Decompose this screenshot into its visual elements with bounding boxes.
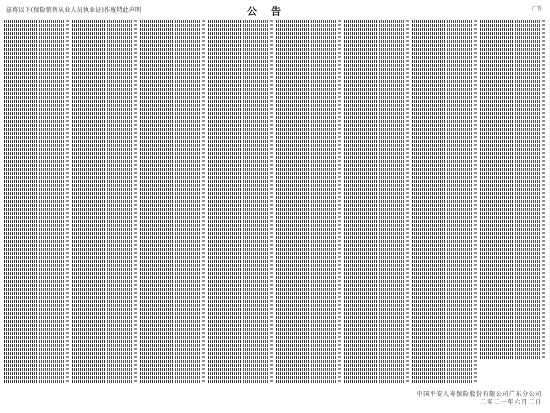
list-column bbox=[4, 20, 70, 384]
list-column bbox=[344, 20, 410, 384]
list-column-text bbox=[243, 20, 269, 384]
list-column-text bbox=[515, 20, 541, 360]
list-column-text bbox=[107, 20, 133, 384]
list-column-text bbox=[447, 20, 473, 384]
list-column-text bbox=[406, 20, 409, 384]
issuer-company: 中国平安人寿保险股份有限公司广东分公司 bbox=[416, 391, 542, 398]
notice-title: 公告 bbox=[247, 7, 295, 18]
list-column-text bbox=[474, 20, 477, 384]
list-column bbox=[208, 20, 274, 384]
list-column-text bbox=[39, 20, 65, 384]
list-column-text bbox=[4, 20, 37, 384]
list-column-text bbox=[379, 20, 405, 384]
list-column-text bbox=[134, 20, 137, 384]
list-column bbox=[480, 20, 546, 384]
list-column-text bbox=[542, 20, 545, 360]
list-column-text bbox=[344, 20, 377, 384]
list-column bbox=[412, 20, 478, 384]
list-column-text bbox=[140, 20, 173, 384]
list-column-text bbox=[72, 20, 105, 384]
notice-intro: 兹将以下(保险销售从业人员执业证)作废特此声明 bbox=[6, 7, 142, 14]
voided-certificate-list bbox=[4, 20, 548, 384]
list-column bbox=[140, 20, 206, 384]
list-column-text bbox=[175, 20, 201, 384]
advertisement-tag: 广告 bbox=[531, 6, 542, 12]
list-column bbox=[276, 20, 342, 384]
list-column-text bbox=[66, 20, 69, 384]
issue-date: 二零二一年六月二日 bbox=[479, 399, 542, 406]
list-column-text bbox=[270, 20, 273, 384]
list-column-text bbox=[480, 20, 513, 360]
list-column-text bbox=[202, 20, 205, 384]
list-column-text bbox=[311, 20, 337, 384]
notice-signature bbox=[417, 391, 542, 407]
list-column-text bbox=[338, 20, 341, 384]
list-column bbox=[72, 20, 138, 384]
list-column-text bbox=[412, 20, 445, 384]
list-column-text bbox=[208, 20, 241, 384]
list-column-text bbox=[276, 20, 309, 384]
